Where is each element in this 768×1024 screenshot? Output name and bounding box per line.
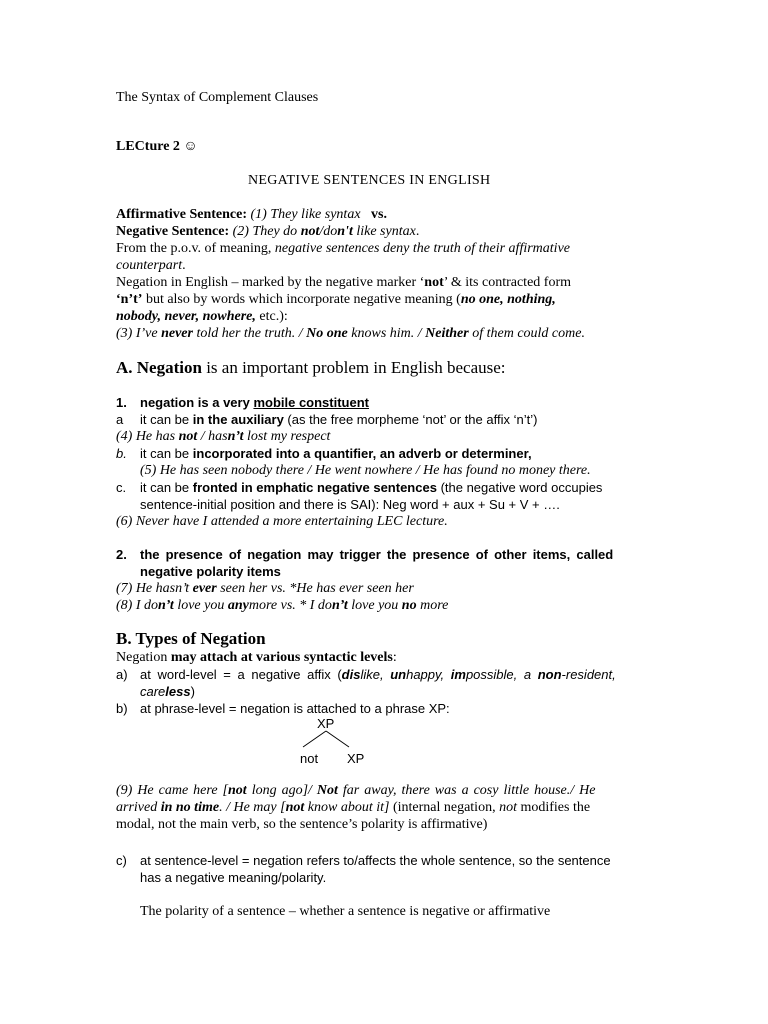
item-1a-text: it can be in the auxiliary (as the free morpheme ‘not’ or the affix ‘n’t’) xyxy=(140,412,538,427)
contracted-form-line-2: nobody, never, nowhere, etc.): xyxy=(116,309,288,324)
item-1a-letter: a xyxy=(116,412,124,427)
item-1c-text: it can be fronted in emphatic negative sentences (the negative word occupies xyxy=(140,480,603,495)
vs-label: vs. xyxy=(371,207,387,222)
negative-example: (2) They do not/don't like syntax xyxy=(232,224,416,239)
item-b-letter: b) xyxy=(116,701,128,716)
example-9-line-3: modal, not the main verb, so the sentence’s polarity is affirmative) xyxy=(116,817,488,832)
item-c-text-2: has a negative meaning/polarity. xyxy=(140,870,327,885)
example-5: (5) He has seen nobody there / He went nowhere / He has found no money there. xyxy=(140,463,591,478)
item-a-text-2: careless) xyxy=(140,684,195,699)
section-a-heading: A. Negation is an important problem in English because: xyxy=(116,358,506,377)
tree-left-label: not xyxy=(300,751,319,766)
tree-right-label: XP xyxy=(347,751,365,766)
item-1b-letter: b. xyxy=(116,446,127,461)
affirmative-example: (1) They like syntax xyxy=(250,207,361,222)
example-3: (3) I’ve never told her the truth. / No one knows him. / Neither of them could come. xyxy=(116,326,585,341)
example-8: (8) I don’t love you anymore vs. * I don’t love you no more xyxy=(116,598,449,613)
lecture-label xyxy=(116,138,198,155)
item-1c-text-2: sentence-initial position and there is SAI): Neg word + aux + Su + V + …. xyxy=(140,497,560,512)
example-7: (7) He hasn’t ever seen her vs. *He has ever seen her xyxy=(116,581,414,596)
item-2-num: 2. xyxy=(116,547,127,562)
item-a-text: at word-level = a negative affix (dislike, unhappy, impossible, a non-resident, xyxy=(140,667,616,682)
pov-line: From the p.o.v. of meaning, negative sentences deny the truth of their affirmative xyxy=(116,241,570,256)
item-c-letter: c) xyxy=(116,853,127,868)
main-heading: NEGATIVE SENTENCES IN ENGLISH xyxy=(248,173,491,188)
affirmative-line xyxy=(116,206,387,223)
affirmative-label: Affirmative Sentence: xyxy=(116,207,248,222)
attach-line: Negation may attach at various syntactic levels: xyxy=(116,650,397,665)
item-a-letter: a) xyxy=(116,667,128,682)
tree-branches xyxy=(300,730,352,748)
item-2-text-2: negative polarity items xyxy=(140,564,281,579)
section-b-heading: B. Types of Negation xyxy=(116,629,266,648)
item-1-text: negation is a very mobile constituent xyxy=(140,395,369,410)
item-1b-text: it can be incorporated into a quantifier, an adverb or determiner, xyxy=(140,446,532,461)
contracted-form-line: ‘n’t’ but also by words which incorporate negative meaning (no one, nothing, xyxy=(116,292,556,307)
item-1c-letter: c. xyxy=(116,480,127,495)
lecture-number: LECture 2 xyxy=(116,139,180,154)
item-2-text: the presence of negation may trigger the presence of other items, called xyxy=(140,547,614,562)
negation-english-line: Negation in English – marked by the negative marker ‘not’ & its contracted form xyxy=(116,275,572,290)
example-9-line-1: (9) He came here [not long ago]/ Not far away, there was a cosy little house./ He xyxy=(116,783,596,798)
item-c-text: at sentence-level = negation refers to/affects the whole sentence, so the sentence xyxy=(140,853,611,868)
tree-top-label: XP xyxy=(317,716,335,731)
item-1: 1. xyxy=(116,395,127,410)
example-6: (6) Never have I attended a more entertaining LEC lecture. xyxy=(116,514,448,529)
negative-label: Negative Sentence: xyxy=(116,224,230,239)
document-title: The Syntax of Complement Clauses xyxy=(116,90,319,105)
polarity-line: The polarity of a sentence – whether a sentence is negative or affirmative xyxy=(140,904,551,919)
negative-line: Negative Sentence: (2) They do not/don't like syntax. xyxy=(116,224,420,239)
example-4: (4) He has not / hasn’t lost my respect xyxy=(116,429,331,444)
example-9-line-2: arrived in no time. / He may [not know about it] (internal negation, not modifies the xyxy=(116,800,591,815)
smiley-icon: ☺ xyxy=(183,139,198,154)
item-b-text: at phrase-level = negation is attached to a phrase XP: xyxy=(140,701,450,716)
pov-line-2: counterpart. xyxy=(116,258,186,273)
